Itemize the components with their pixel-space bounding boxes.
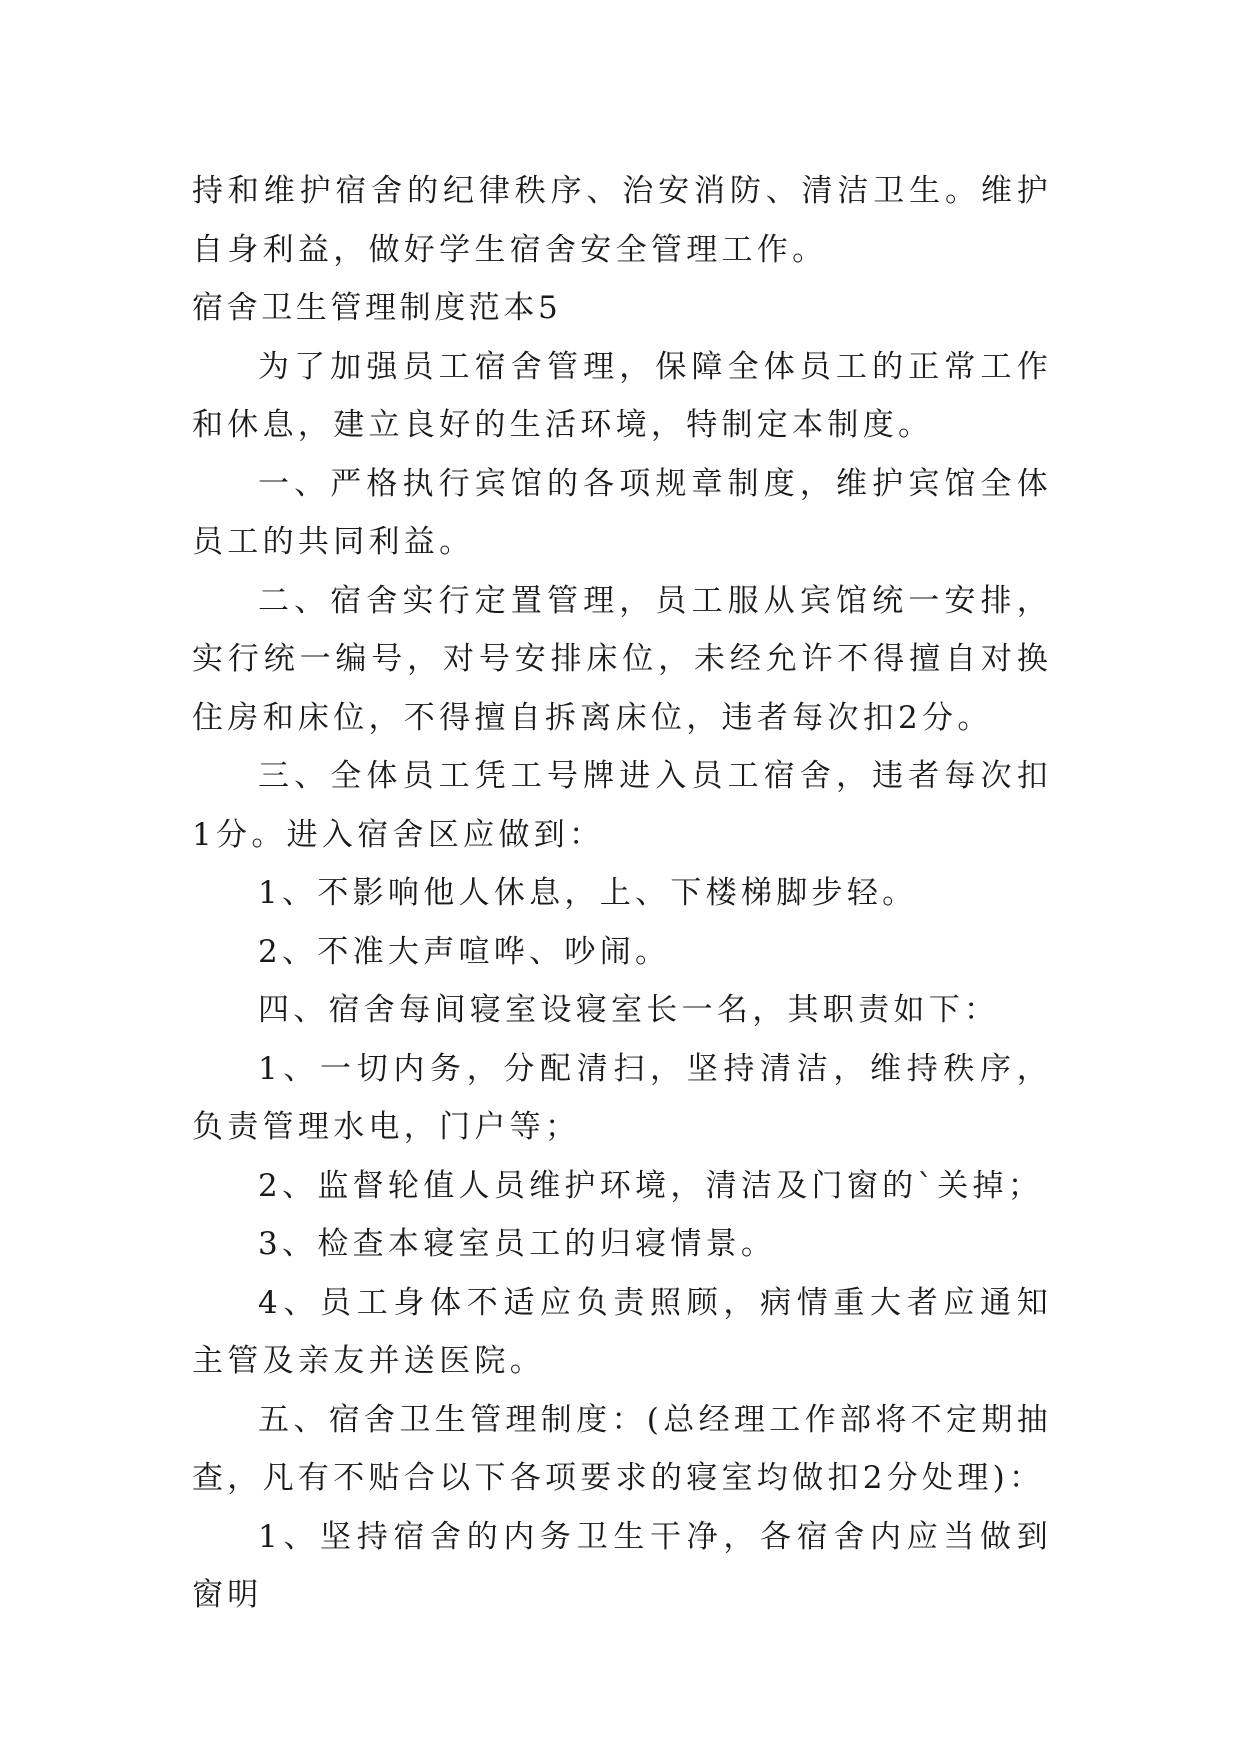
list-item: 2、不准大声喧哗、吵闹。	[258, 933, 671, 970]
list-item: 1、坚持宿舍的内务卫生干净，各宿舍内应当做到窗明	[192, 1518, 1052, 1613]
paragraph-rule-1: 一、严格执行宾馆的各项规章制度，维护宾馆全体员工的共同利益。	[192, 465, 1052, 560]
document-body	[192, 162, 1052, 1625]
list-item: 4、员工身体不适应负责照顾，病情重大者应通知主管及亲友并送医院。	[192, 1284, 1052, 1379]
paragraph-rule-5: 五、宿舍卫生管理制度：(总经理工作部将不定期抽查，凡有不贴合以下各项要求的寝室均做扣2分处理)：	[192, 1401, 1052, 1496]
section-heading: 宿舍卫生管理制度范本5	[192, 290, 562, 326]
list-item: 2、监督轮值人员维护环境，清洁及门窗的`关掉；	[258, 1167, 1044, 1204]
list-item: 3、检查本寝室员工的归寝情景。	[258, 1226, 777, 1262]
paragraph-rule-3: 三、全体员工凭工号牌进入员工宿舍，违者每次扣1分。进入宿舍区应做到：	[192, 758, 1052, 853]
paragraph-continuation: 持和维护宿舍的纪律秩序、治安消防、清洁卫生。维护自身利益，做好学生宿舍安全管理工作。	[192, 173, 1052, 268]
list-item: 1、一切内务，分配清扫，坚持清洁，维持秩序，负责管理水电，门户等；	[192, 1050, 1052, 1145]
paragraph-rule-2: 二、宿舍实行定置管理，员工服从宾馆统一安排，实行统一编号，对号安排床位，未经允许不得擅自对换住房和床位，不得擅自拆离床位，违者每次扣2分。	[192, 582, 1052, 736]
list-item: 1、不影响他人休息，上、下楼梯脚步轻。	[258, 875, 918, 911]
paragraph-rule-4: 四、宿舍每间寝室设寝室长一名，其职责如下：	[258, 992, 1000, 1028]
paragraph-intro: 为了加强员工宿舍管理，保障全体员工的正常工作和休息，建立良好的生活环境，特制定本制度。	[192, 348, 1052, 443]
